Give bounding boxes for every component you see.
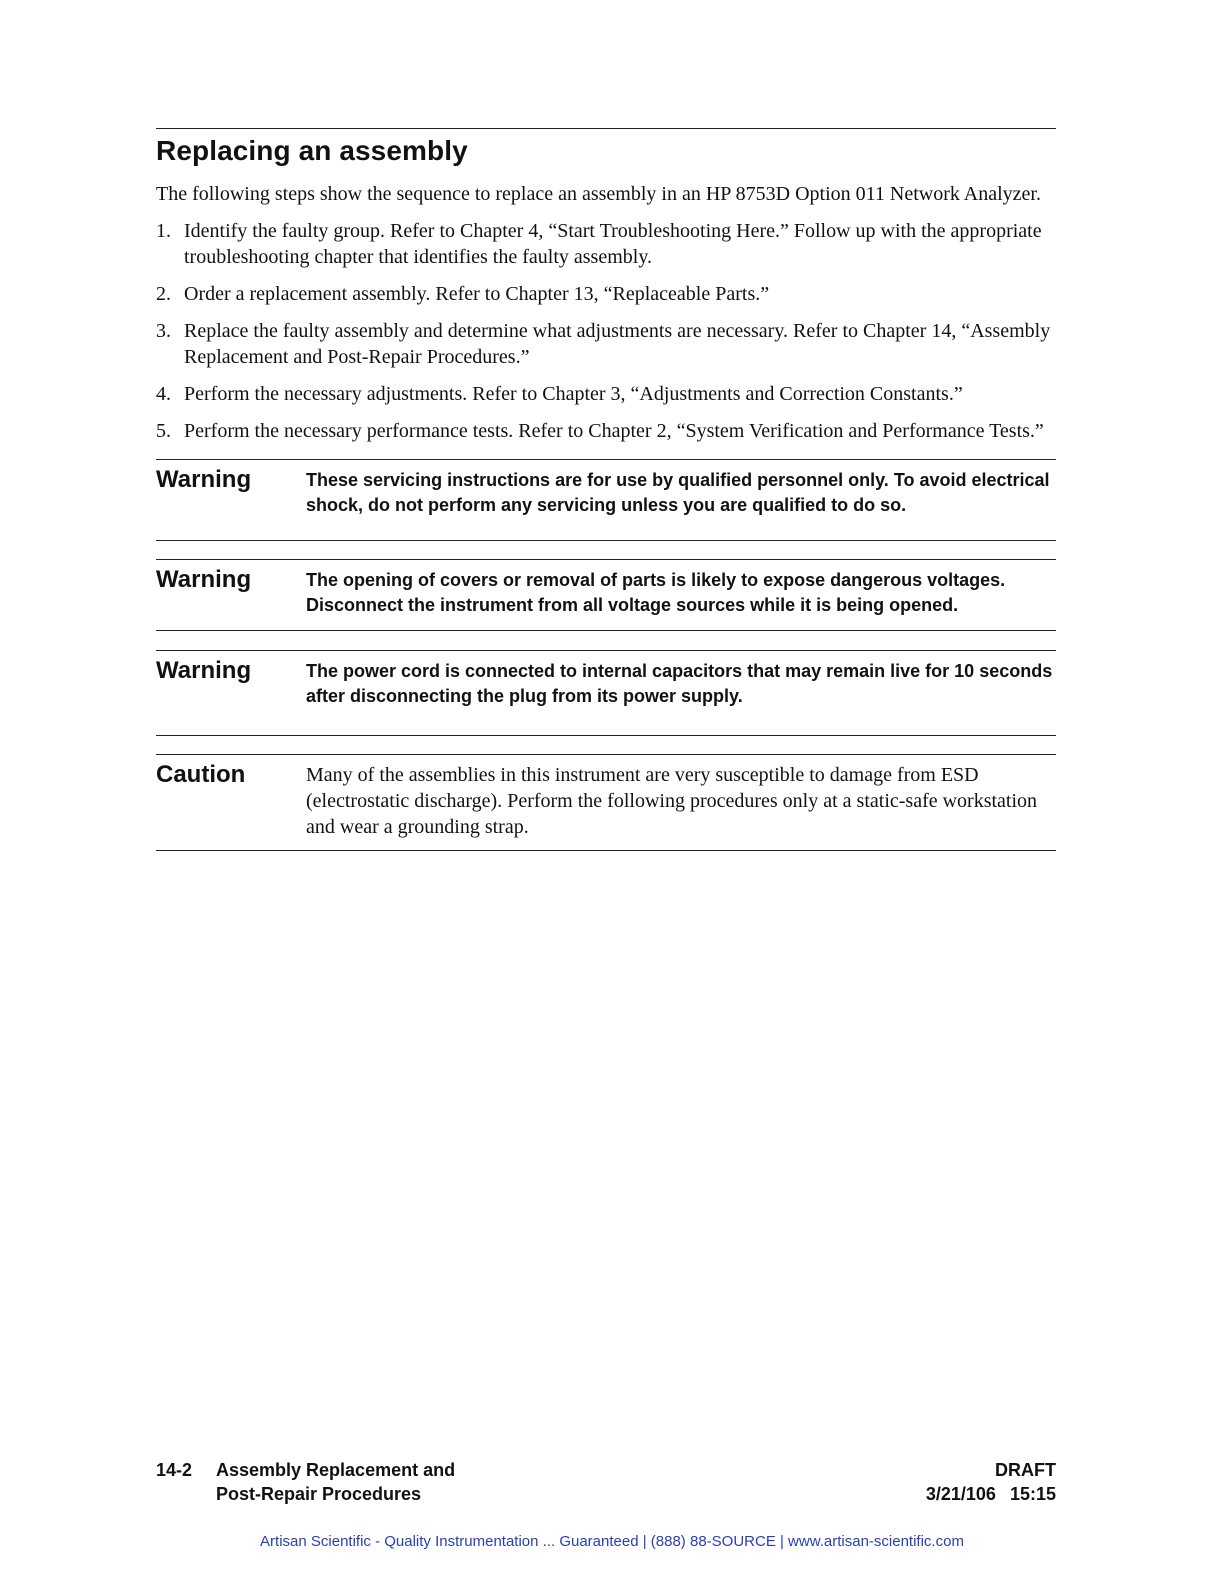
list-item	[156, 318, 1056, 370]
step-text: Replace the faulty assembly and determine what adjustments are necessary. Refer to Chapter 14, “Assembly Replacement and Post-Repair Procedures.”	[184, 320, 1051, 368]
top-rule	[156, 128, 1056, 129]
step-number: 3.	[156, 320, 171, 342]
time-text: 15:15	[1009, 1484, 1056, 1504]
warning-notice	[156, 651, 1056, 735]
caution-notice	[156, 755, 1056, 850]
page-content	[156, 128, 1056, 851]
list-item	[156, 381, 1056, 407]
step-text: Perform the necessary performance tests. Refer to Chapter 2, “System Verification and Performance Tests.”	[184, 420, 1044, 442]
list-item	[156, 418, 1056, 444]
notice-rule	[156, 850, 1056, 851]
notice-label: Warning	[156, 466, 252, 493]
step-text: Order a replacement assembly. Refer to Chapter 13, “Replaceable Parts.”	[184, 283, 770, 305]
notice-rule	[156, 540, 1056, 541]
step-text: Identify the faulty group. Refer to Chapter 4, “Start Troubleshooting Here.” Follow up with the appropriate troubleshooting chapter that identifies the faulty assembly.	[184, 220, 1042, 268]
section-title: Replacing an assembly	[156, 135, 468, 166]
chapter-title-line: Assembly Replacement and	[216, 1460, 456, 1480]
step-number: 2.	[156, 283, 171, 305]
steps-list	[156, 218, 1056, 444]
notice-rule	[156, 630, 1056, 631]
warning-notice	[156, 460, 1056, 540]
list-item	[156, 281, 1056, 307]
step-number: 5.	[156, 420, 171, 442]
notice-label: Caution	[156, 761, 246, 788]
step-text: Perform the necessary adjustments. Refer to Chapter 3, “Adjustments and Correction Constants.”	[184, 383, 963, 405]
footer-left	[156, 1458, 455, 1506]
notice-rule	[156, 735, 1056, 736]
list-item	[156, 218, 1056, 270]
vendor-banner: Artisan Scientific - Quality Instrumentation ... Guaranteed | (888) 88-SOURCE | www.artisan-scientific.com	[260, 1533, 964, 1550]
page-number: 14-2	[156, 1460, 193, 1480]
notice-text: Many of the assemblies in this instrument are very susceptible to damage from ESD (electrostatic discharge). Perform the following procedures only at a static-safe workstation and wear a grounding strap.	[306, 764, 1038, 838]
notice-text: The power cord is connected to internal capacitors that may remain live for 10 seconds after disconnecting the plug from its power supply.	[306, 661, 1053, 706]
footer-right	[926, 1458, 1056, 1506]
step-number: 1.	[156, 220, 171, 242]
draft-date	[926, 1482, 1056, 1506]
warning-notice	[156, 560, 1056, 630]
date-text: 3/21/106	[925, 1484, 996, 1504]
chapter-title-line: Post-Repair Procedures	[216, 1484, 422, 1504]
intro-paragraph: The following steps show the sequence to replace an assembly in an HP 8753D Option 011 Network Analyzer.	[156, 183, 1041, 205]
notice-text: These servicing instructions are for use by qualified personnel only. To avoid electrical shock, do not perform any servicing unless you are qualified to do so.	[306, 470, 1050, 515]
notice-label: Warning	[156, 566, 252, 593]
draft-label: DRAFT	[995, 1460, 1056, 1480]
notice-text: The opening of covers or removal of parts is likely to expose dangerous voltages. Disconnect the instrument from all voltage sources while it is being opened.	[306, 570, 1006, 615]
notice-label: Warning	[156, 657, 252, 684]
step-number: 4.	[156, 383, 171, 405]
chapter-title	[216, 1458, 455, 1506]
